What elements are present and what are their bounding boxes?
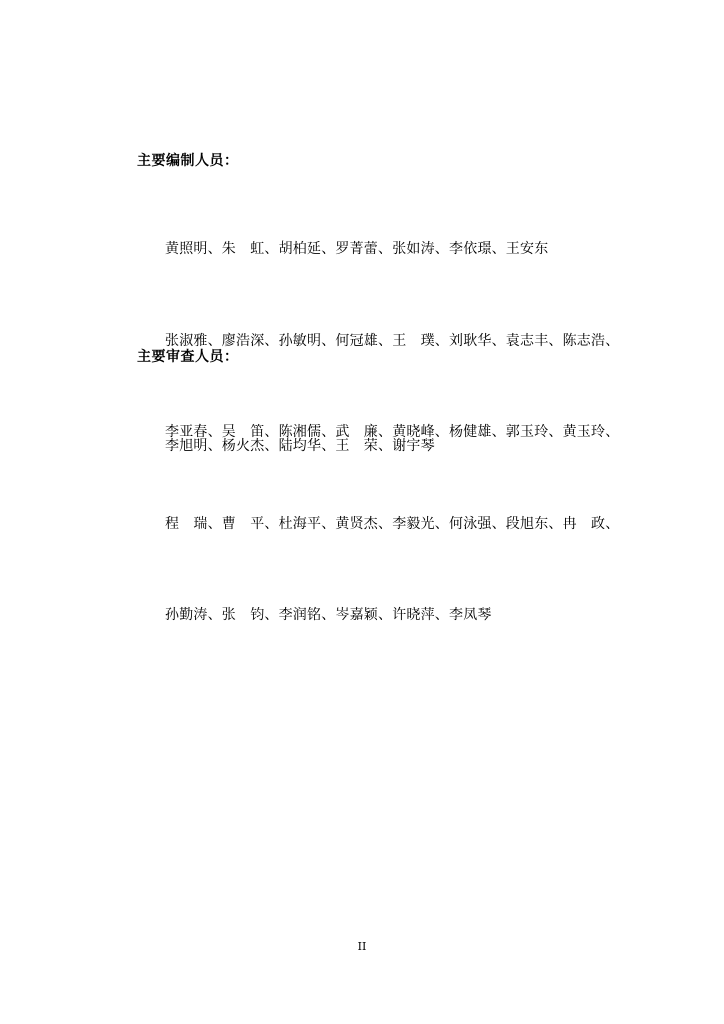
page-number: II (357, 940, 367, 953)
editors-line: 黄照明、朱 虹、胡柏延、罗菁蕾、张如涛、李依璟、王安东 (165, 241, 549, 257)
editors-heading: 主要编制人员： (137, 153, 239, 169)
editors-line: 张淑雅、廖浩深、孙敏明、何冠雄、王 璞、刘耿华、袁志丰、陈志浩、 (165, 332, 620, 349)
editors-line: 程 瑞、曹 平、杜海平、黄贤杰、李毅光、何泳强、段旭东、冉 政、 (165, 515, 620, 532)
reviewers-line: 李旭明、杨火杰、陆均华、王 荣、谢宇琴 (165, 438, 435, 454)
reviewers-list (165, 370, 637, 523)
editors-line: 李亚春、吴 笛、陈湘儒、武 廉、黄晓峰、杨健雄、郭玉玲、黄玉玲、 (165, 424, 620, 440)
reviewers-heading: 主要审查人员： (137, 349, 239, 365)
editors-line: 孙勤涛、张 钧、李润铭、岑嘉颖、许晓萍、李凤琴 (165, 607, 492, 623)
